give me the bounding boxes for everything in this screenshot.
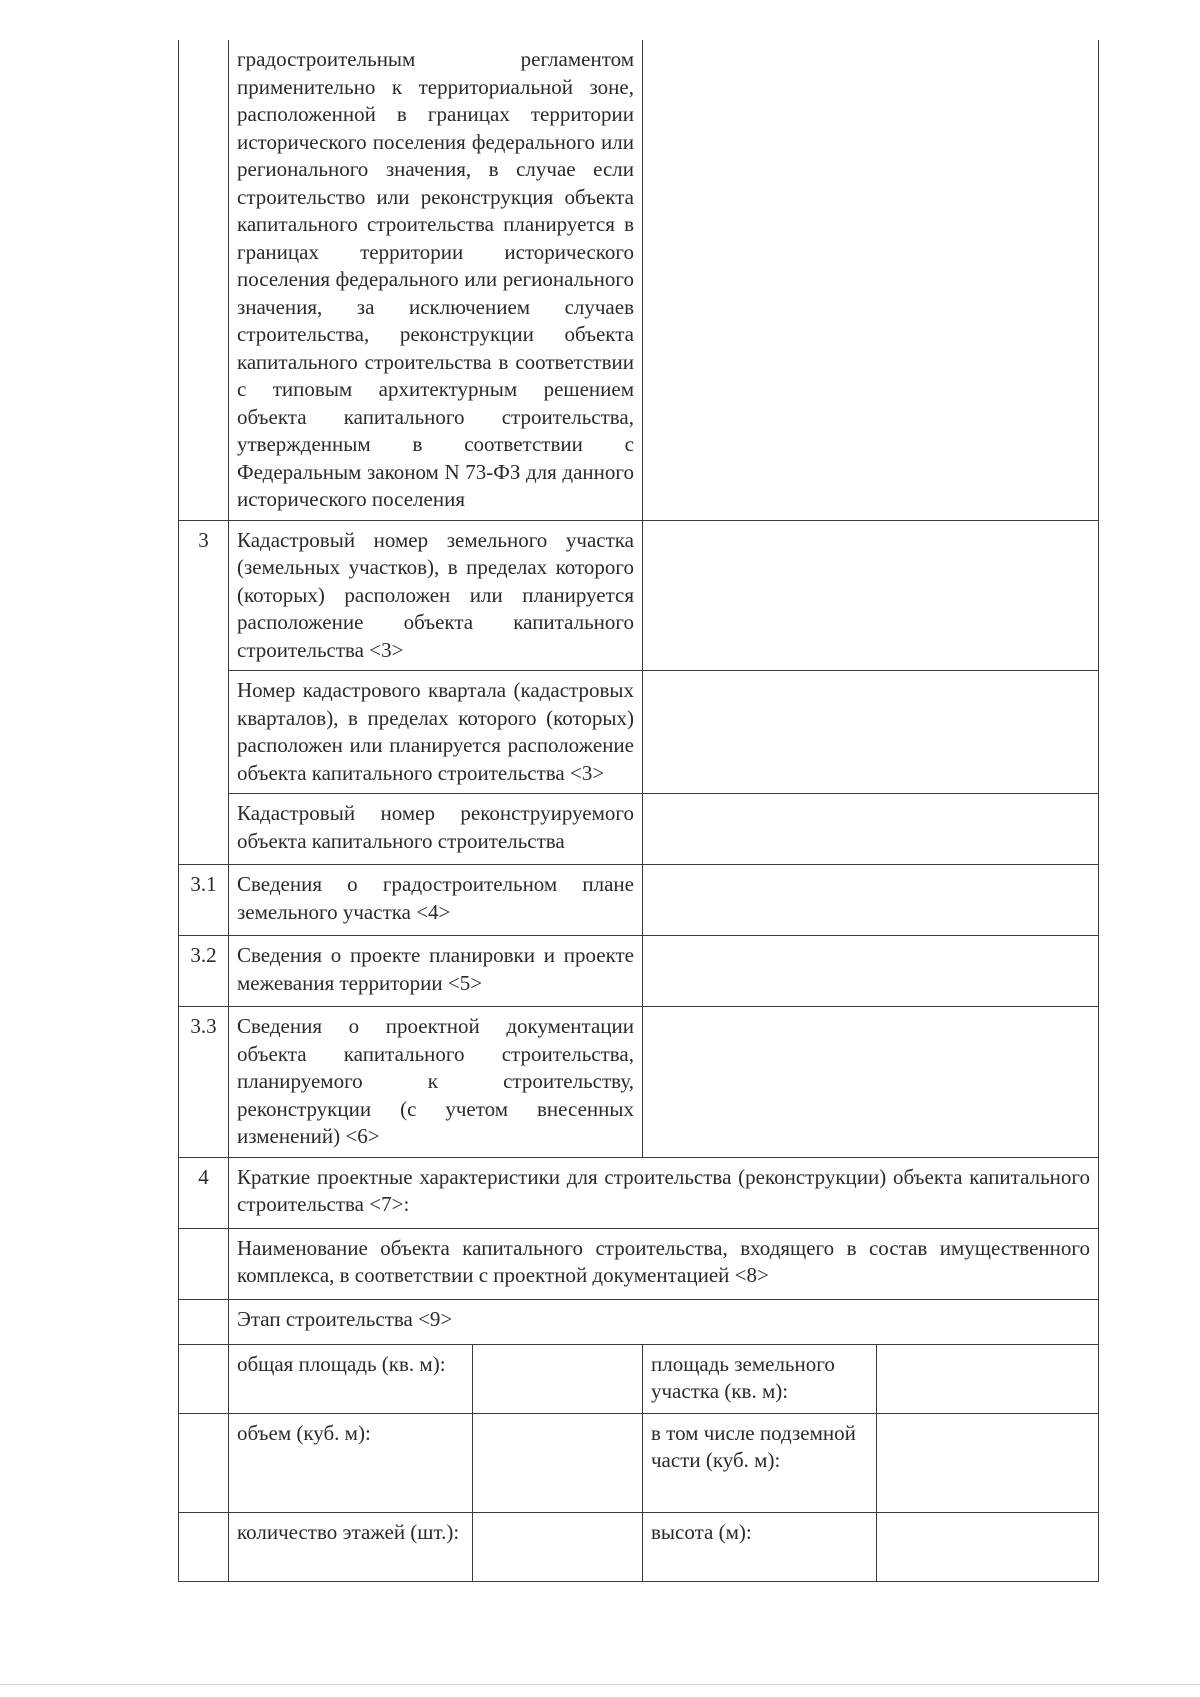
object-name-field[interactable]: Наименование объекта капитального строительства, входящего в состав имущественного комплекса, в соответствии с проектной документацией <8>: [229, 1228, 1099, 1299]
row-3-quarter-value-field[interactable]: [643, 671, 1099, 794]
params-row-area: [179, 1344, 1099, 1413]
row-2-continuation: [179, 40, 1099, 520]
row-3-land-description: Кадастровый номер земельного участка (земельных участков), в пределах которого (которых) расположен или планируется расположение объекта капитального строительства <3>: [229, 520, 643, 671]
row-number-cell: [179, 1512, 229, 1581]
row-3-1-number: 3.1: [179, 865, 229, 936]
row-number-cell: [179, 40, 229, 520]
page-bottom-rule: [0, 1684, 1200, 1685]
floors-value-field[interactable]: [473, 1512, 643, 1581]
underground-volume-value-field[interactable]: [877, 1413, 1099, 1512]
row-3-1-description: Сведения о градостроительном плане земельного участка <4>: [229, 865, 643, 936]
row-4-header: [179, 1157, 1099, 1228]
row-3-2-description: Сведения о проекте планировки и проекте межевания территории <5>: [229, 936, 643, 1007]
row-3-2-value-field[interactable]: [643, 936, 1099, 1007]
row-number-cell: [179, 1344, 229, 1413]
row-3-quarter-description: Номер кадастрового квартала (кадастровых кварталов), в пределах которого (которых) расположен или планируется расположение объекта капитального строительства <3>: [229, 671, 643, 794]
form-page: [178, 40, 1098, 1582]
row-3-land-value-field[interactable]: [643, 520, 1099, 671]
row-4-object-name: [179, 1228, 1099, 1299]
row-3-cadastral-quarter: [179, 671, 1099, 794]
row-3-2: [179, 936, 1099, 1007]
underground-volume-label: в том числе подземной части (куб. м):: [643, 1413, 877, 1512]
row-3-cadastral-object: [179, 794, 1099, 865]
total-area-label: общая площадь (кв. м):: [229, 1344, 473, 1413]
params-row-volume: [179, 1413, 1099, 1512]
row-number-cell: [179, 1228, 229, 1299]
land-area-value-field[interactable]: [877, 1344, 1099, 1413]
row-3-1: [179, 865, 1099, 936]
row-3-3: [179, 1007, 1099, 1158]
row-4-construction-stage: [179, 1299, 1099, 1344]
height-label: высота (м):: [643, 1512, 877, 1581]
row-4-number: 4: [179, 1157, 229, 1228]
land-area-label: площадь земельного участка (кв. м):: [643, 1344, 877, 1413]
row-3-1-value-field[interactable]: [643, 865, 1099, 936]
params-row-floors: [179, 1512, 1099, 1581]
row-3-3-value-field[interactable]: [643, 1007, 1099, 1158]
row-3-number: 3: [179, 520, 229, 865]
row-3-cadastral-land: [179, 520, 1099, 671]
volume-label: объем (куб. м):: [229, 1413, 473, 1512]
permit-form-table: [178, 40, 1099, 1582]
row-3-object-value-field[interactable]: [643, 794, 1099, 865]
floors-label: количество этажей (шт.):: [229, 1512, 473, 1581]
row-number-cell: [179, 1299, 229, 1344]
row-3-object-description: Кадастровый номер реконструируемого объекта капитального строительства: [229, 794, 643, 865]
height-value-field[interactable]: [877, 1512, 1099, 1581]
volume-value-field[interactable]: [473, 1413, 643, 1512]
construction-stage-field[interactable]: Этап строительства <9>: [229, 1299, 1099, 1344]
row-2-description: градостроительным регламентом применительно к территориальной зоне, расположенной в границах территории исторического поселения федерального или регионального значения, в случае если строительство или реконструкция объекта капитального строительства планируется в границах территории исторического поселения федерального или регионального значения, за исключением случаев строительства, реконструкции объекта капитального строительства в соответствии с типовым архитектурным решением объекта капитального строительства, утвержденным в соответствии с Федеральным законом N 73-ФЗ для данного исторического поселения: [229, 40, 643, 520]
row-3-3-number: 3.3: [179, 1007, 229, 1158]
total-area-value-field[interactable]: [473, 1344, 643, 1413]
row-2-value-field[interactable]: [643, 40, 1099, 520]
row-3-3-description: Сведения о проектной документации объекта капитального строительства, планируемого к строительству, реконструкции (с учетом внесенных изменений) <6>: [229, 1007, 643, 1158]
row-3-2-number: 3.2: [179, 936, 229, 1007]
row-number-cell: [179, 1413, 229, 1512]
row-4-description: Краткие проектные характеристики для строительства (реконструкции) объекта капитального строительства <7>:: [229, 1157, 1099, 1228]
